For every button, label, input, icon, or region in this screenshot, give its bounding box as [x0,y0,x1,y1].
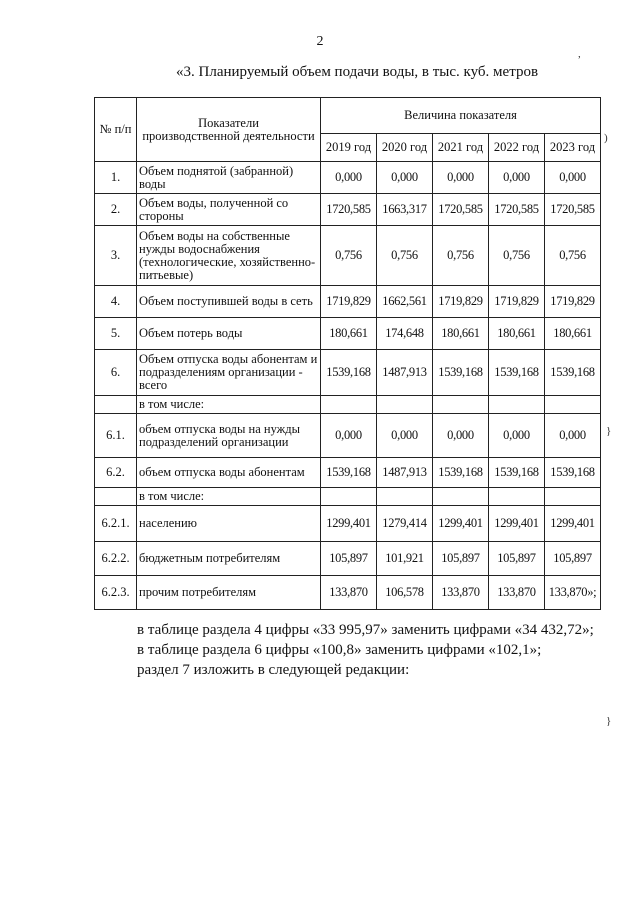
value-cell [545,396,601,414]
value-cell: 105,897 [489,542,545,576]
row-indicator: Объем воды, полученной со стороны [137,194,321,226]
value-cell: 174,648 [377,318,433,350]
margin-mark: } [606,425,612,437]
header-year: 2019 год [321,134,377,162]
margin-mark: } [606,715,612,727]
row-indicator: в том числе: [137,488,321,506]
value-cell [433,488,489,506]
water-supply-table [94,97,601,610]
paragraph: в таблице раздела 6 цифры «100,8» заменить цифрами «102,1»; [137,642,542,658]
value-cell: 1719,829 [321,286,377,318]
row-indicator: населению [137,506,321,542]
section-title: «3. Планируемый объем подачи воды, в тыс. куб. метров [176,64,539,80]
value-cell: 1719,829 [433,286,489,318]
table-row [95,458,601,488]
value-cell: 180,661 [489,318,545,350]
table-row [95,162,601,194]
value-cell: 0,000 [321,162,377,194]
table-row [95,226,601,286]
row-indicator: в том числе: [137,396,321,414]
value-cell [321,488,377,506]
table-row [95,318,601,350]
value-cell: 0,000 [377,162,433,194]
value-cell: 1539,168 [545,350,601,396]
header-value: Величина показателя [321,98,601,134]
table-row [95,350,601,396]
value-cell: 101,921 [377,542,433,576]
value-cell: 1279,414 [377,506,433,542]
value-cell: 0,000 [377,414,433,458]
row-indicator: объем отпуска воды на нужды подразделений организации [137,414,321,458]
row-number: 3. [95,226,137,286]
value-cell: 1539,168 [489,458,545,488]
row-indicator: прочим потребителям [137,576,321,610]
value-cell: 0,000 [433,162,489,194]
row-number: 6.2. [95,458,137,488]
value-cell: 1719,829 [545,286,601,318]
value-cell: 1299,401 [321,506,377,542]
value-cell: 0,000 [489,414,545,458]
value-cell: 0,000 [321,414,377,458]
value-cell: 133,870 [433,576,489,610]
margin-mark: ) [604,132,608,144]
header-number: № п/п [95,98,137,162]
value-cell: 1720,585 [545,194,601,226]
value-cell: 0,756 [545,226,601,286]
row-number [95,488,137,506]
value-cell: 0,756 [377,226,433,286]
margin-mark: , [578,48,581,60]
header-year: 2020 год [377,134,433,162]
value-cell [489,488,545,506]
value-cell [433,396,489,414]
value-cell: 1539,168 [545,458,601,488]
table-row [95,414,601,458]
value-cell [545,488,601,506]
value-cell: 180,661 [545,318,601,350]
value-cell: 0,000 [489,162,545,194]
value-cell: 1487,913 [377,458,433,488]
row-number: 6.2.3. [95,576,137,610]
row-number: 1. [95,162,137,194]
value-cell [321,396,377,414]
row-number: 2. [95,194,137,226]
value-cell: 1720,585 [433,194,489,226]
paragraph: раздел 7 изложить в следующей редакции: [137,662,410,678]
value-cell: 133,870 [321,576,377,610]
page-number: 2 [316,34,324,49]
row-indicator: Объем отпуска воды абонентам и подразделениям организации - всего [137,350,321,396]
value-cell: 0,756 [489,226,545,286]
row-indicator: Объем поднятой (забранной) воды [137,162,321,194]
value-cell [489,396,545,414]
value-cell: 1299,401 [489,506,545,542]
value-cell: 1299,401 [433,506,489,542]
row-indicator: бюджетным потребителям [137,542,321,576]
row-number [95,396,137,414]
row-number: 6.1. [95,414,137,458]
value-cell: 0,000 [545,162,601,194]
table-row [95,576,601,610]
value-cell: 1539,168 [489,350,545,396]
value-cell: 133,870»; [545,576,601,610]
table-row [95,194,601,226]
table-row [95,488,601,506]
header-year: 2022 год [489,134,545,162]
value-cell: 1539,168 [433,458,489,488]
value-cell: 1299,401 [545,506,601,542]
header-year: 2023 год [545,134,601,162]
value-cell: 180,661 [433,318,489,350]
table-row [95,506,601,542]
table-row [95,542,601,576]
header-indicators [137,98,321,162]
paragraph: в таблице раздела 4 цифры «33 995,97» заменить цифрами «34 432,72»; [137,622,594,638]
value-cell: 1487,913 [377,350,433,396]
value-cell: 0,756 [321,226,377,286]
table-row [95,396,601,414]
row-indicator: объем отпуска воды абонентам [137,458,321,488]
value-cell: 106,578 [377,576,433,610]
value-cell [377,396,433,414]
row-number: 4. [95,286,137,318]
value-cell: 1539,168 [433,350,489,396]
value-cell: 133,870 [489,576,545,610]
value-cell: 1720,585 [321,194,377,226]
value-cell: 1539,168 [321,350,377,396]
row-indicator: Объем воды на собственные нужды водоснабжения (технологические, хозяйственно-питьевые) [137,226,321,286]
value-cell: 1539,168 [321,458,377,488]
value-cell [377,488,433,506]
row-number: 5. [95,318,137,350]
header-indicators-line1: Показатели [198,115,259,130]
header-year: 2021 год [433,134,489,162]
value-cell: 0,756 [433,226,489,286]
after-table-text [137,620,607,680]
value-cell: 180,661 [321,318,377,350]
row-number: 6.2.2. [95,542,137,576]
value-cell: 105,897 [545,542,601,576]
value-cell: 105,897 [433,542,489,576]
value-cell: 105,897 [321,542,377,576]
row-indicator: Объем потерь воды [137,318,321,350]
row-number: 6.2.1. [95,506,137,542]
value-cell: 1719,829 [489,286,545,318]
value-cell: 1662,561 [377,286,433,318]
header-indicators-line2: производственной деятельности [142,128,315,143]
value-cell: 1663,317 [377,194,433,226]
value-cell: 1720,585 [489,194,545,226]
table-row [95,286,601,318]
row-indicator: Объем поступившей воды в сеть [137,286,321,318]
value-cell: 0,000 [433,414,489,458]
value-cell: 0,000 [545,414,601,458]
row-number: 6. [95,350,137,396]
